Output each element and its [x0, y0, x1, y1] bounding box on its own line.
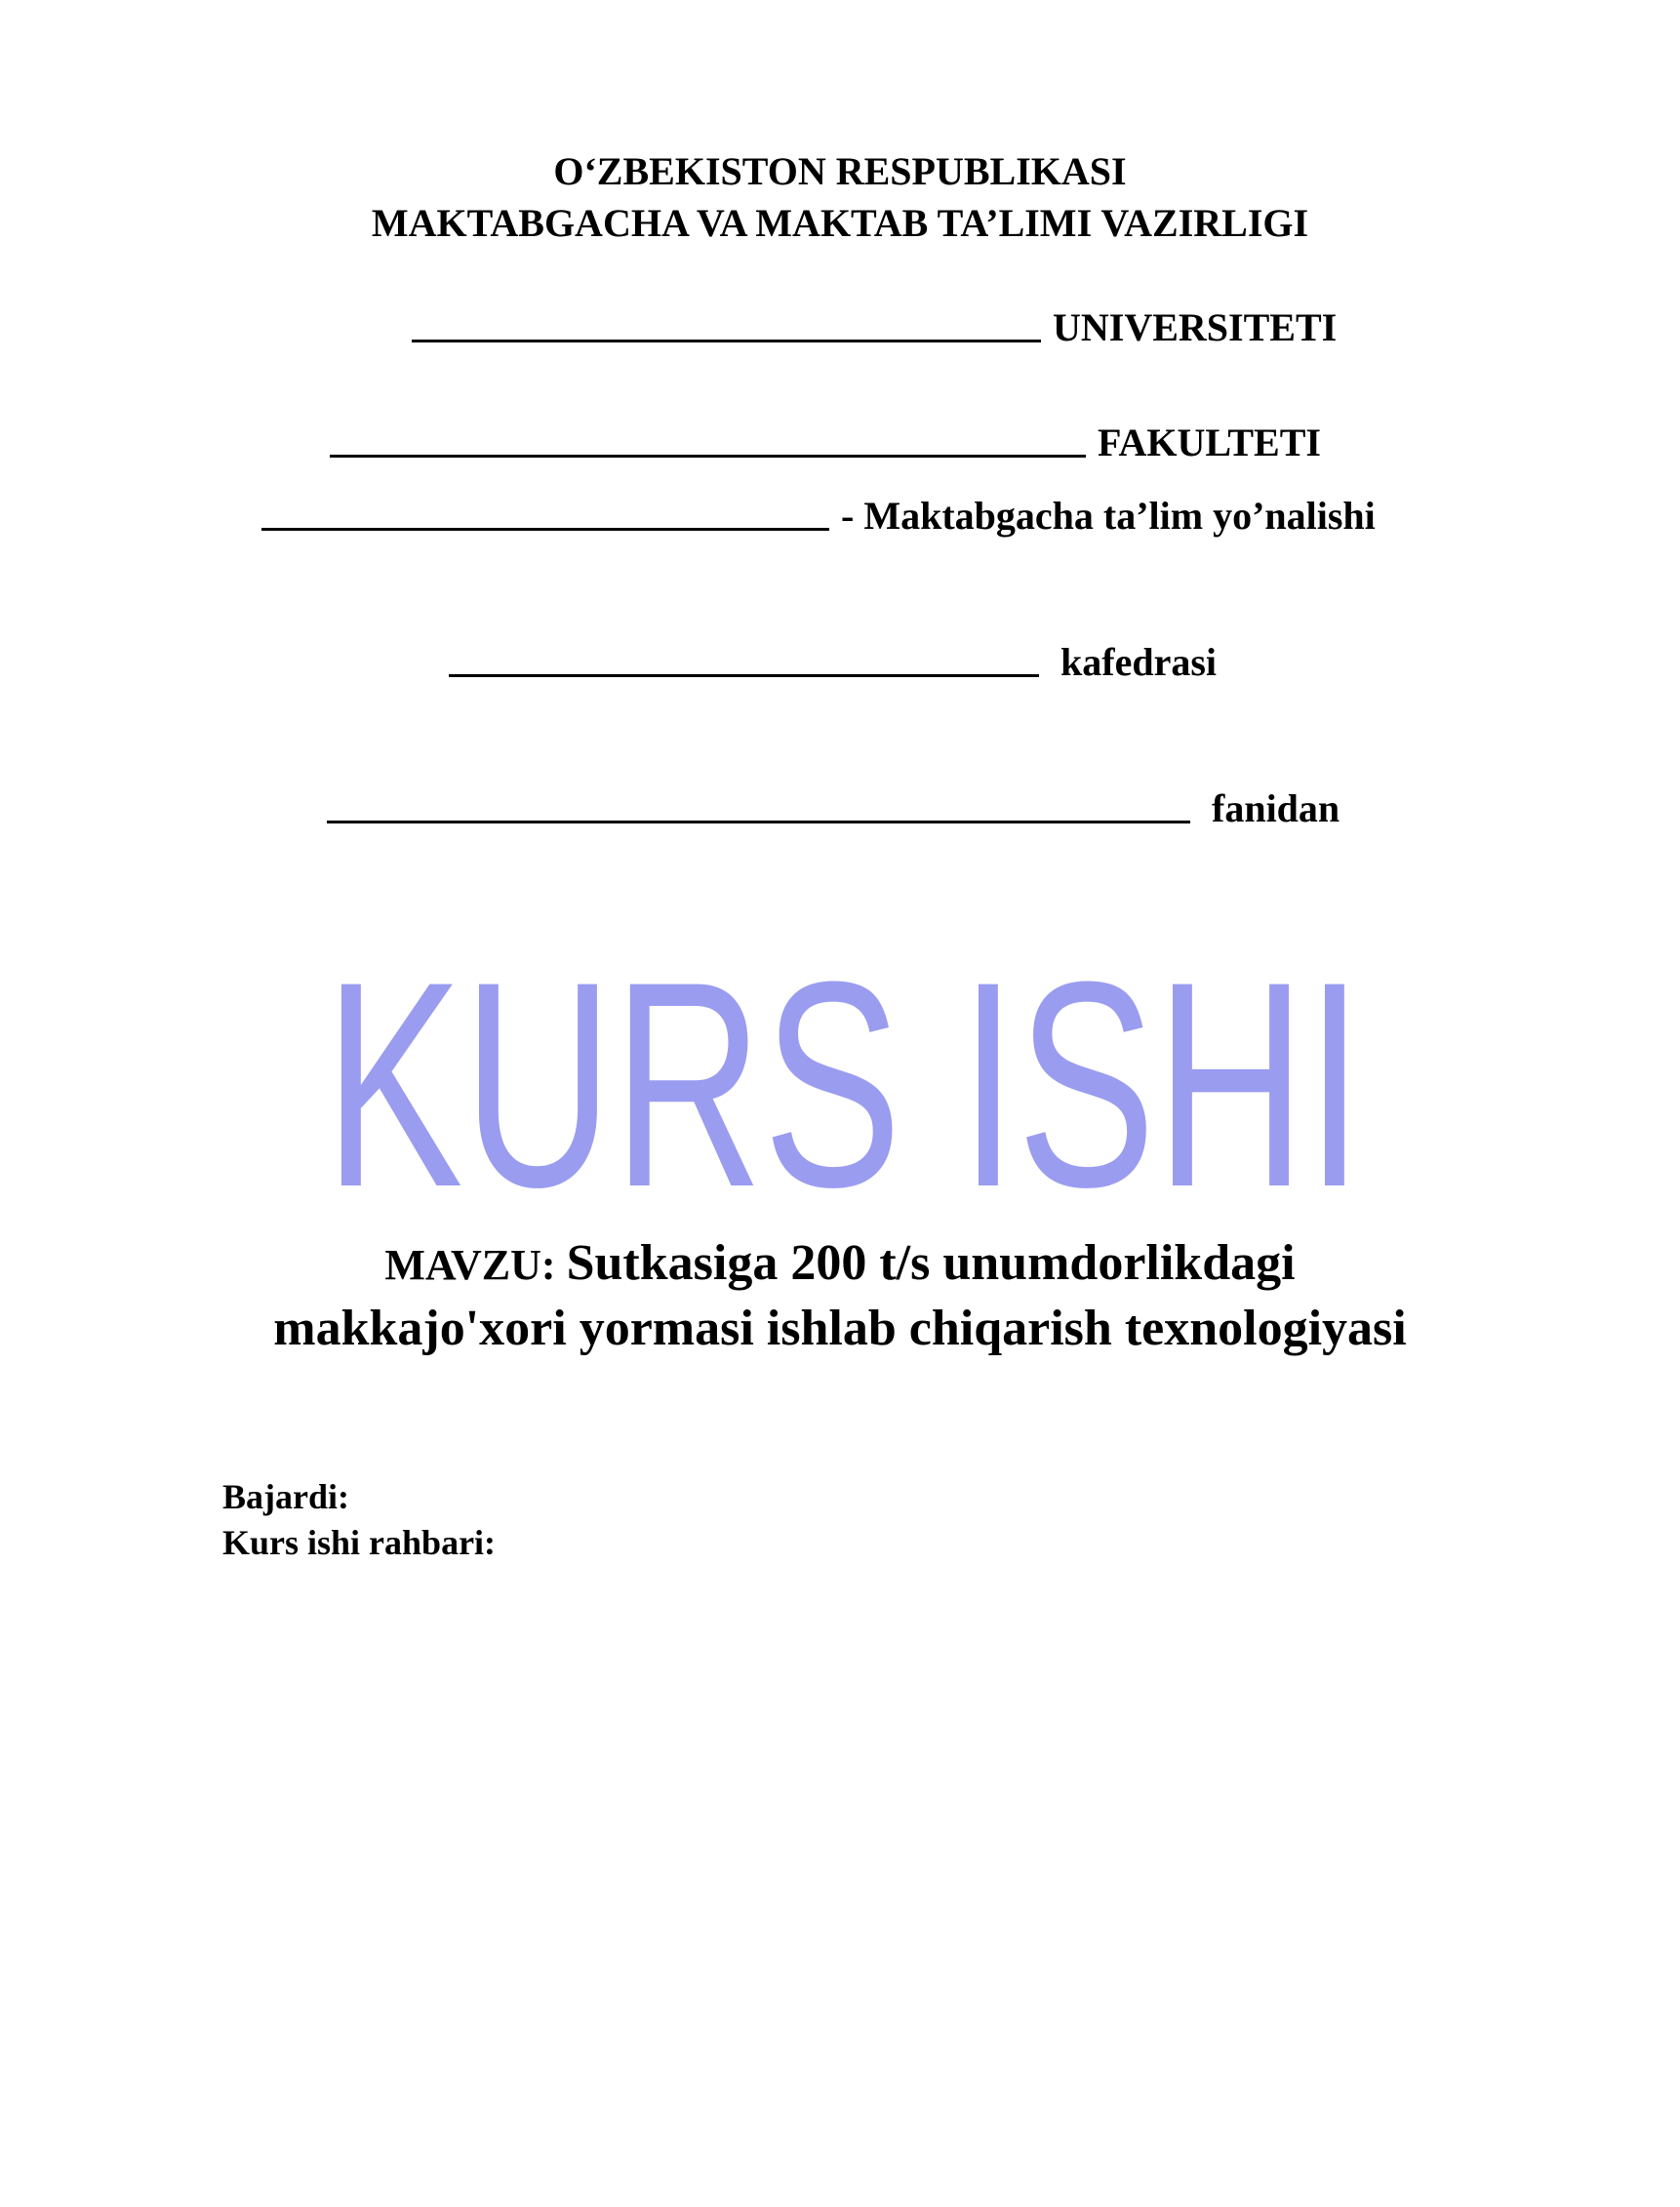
topic-title-line-1: Sutkasiga 200 t/s unumdorlikdagi — [566, 1235, 1296, 1291]
topic-prefix: MAVZU: — [384, 1241, 567, 1289]
faculty-label: FAKULTETI — [1098, 421, 1321, 464]
direction-line — [261, 493, 1376, 539]
university-line — [412, 304, 1337, 350]
department-line — [449, 639, 1217, 685]
direction-blank — [261, 527, 829, 531]
ministry-country-heading: O‘ZBEKISTON RESPUBLIKASI — [553, 149, 1127, 193]
subject-blank — [327, 820, 1190, 823]
faculty-line — [330, 420, 1321, 465]
supervisor-label: Kurs ishi rahbari: — [222, 1523, 497, 1562]
performed-by-label: Bajardi: — [222, 1477, 349, 1516]
subject-line — [327, 785, 1340, 831]
direction-label: - Maktabgacha ta’lim yo’nalishi — [841, 494, 1376, 538]
topic-line-2: makkajo'xori yormasi ishlab chiqarish texnologiyasi — [273, 1301, 1407, 1356]
department-label: kafedrasi — [1060, 640, 1217, 684]
kurs-ishi-wordart — [312, 920, 1376, 1248]
department-blank — [449, 673, 1039, 677]
faculty-blank — [330, 454, 1086, 458]
university-label: UNIVERSITETI — [1053, 305, 1338, 349]
subject-label: fanidan — [1212, 786, 1340, 830]
ministry-name-heading: MAKTABGACHA VA MAKTAB TA’LIMI VAZIRLIGI — [371, 201, 1309, 245]
kurs-ishi-wordart-text: KURS ISHI — [324, 920, 1364, 1248]
university-blank — [412, 339, 1041, 342]
topic-line-1 — [0, 1234, 1680, 1292]
